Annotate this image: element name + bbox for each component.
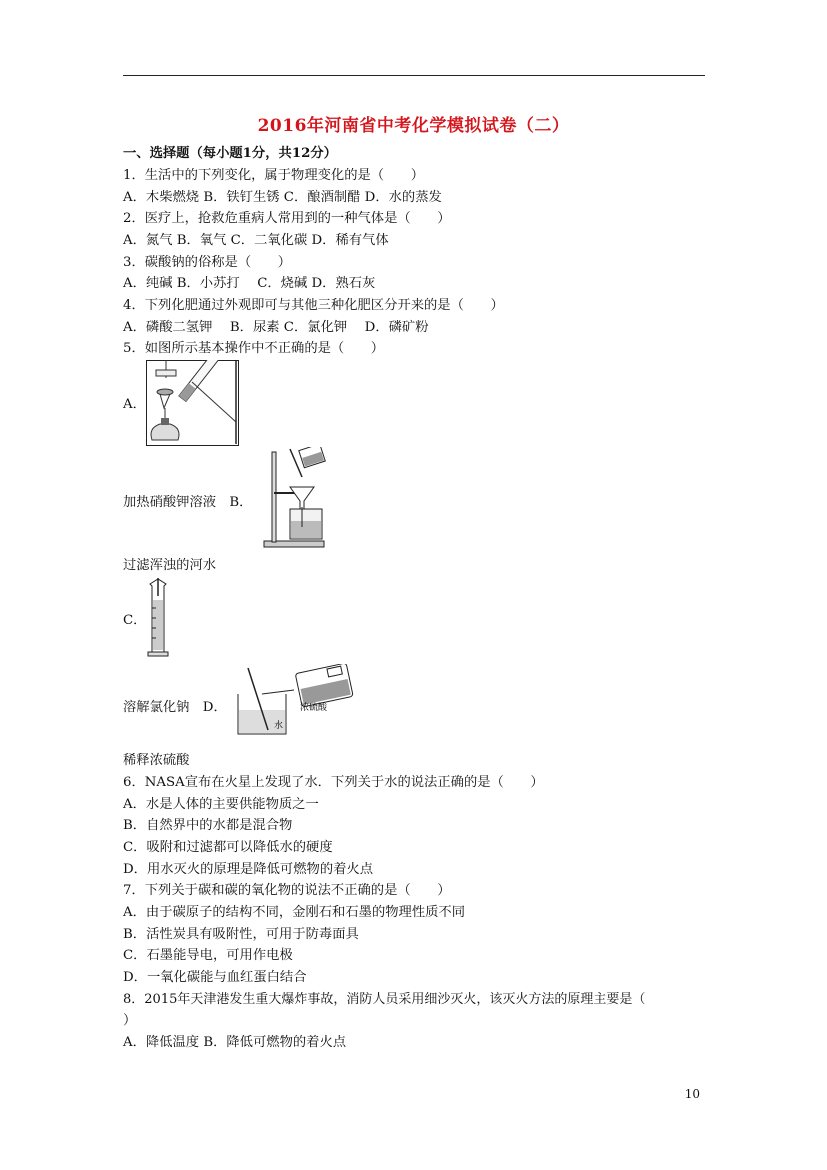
graduated-cylinder-figure: [146, 578, 176, 660]
question-2: 2．医疗上，抢救危重病人常用到的一种气体是（ ）: [123, 211, 451, 226]
question-5: 5．如图所示基本操作中不正确的是（ ）: [123, 341, 385, 356]
water-label: 水: [274, 720, 284, 730]
header-rule: [123, 75, 705, 76]
question-3-options: A．纯碱 B．小苏打 C．烧碱 D．熟石灰: [123, 276, 376, 291]
diluting-acid-figure: [234, 664, 356, 738]
question-1: 1．生活中的下列变化，属于物理变化的是（ ）: [123, 168, 424, 183]
section-heading: 一、选择题（每小题1分，共12分）: [123, 146, 337, 161]
question-5-option-a-caption: 加热硝酸钾溶液 B．: [123, 495, 253, 510]
heating-test-tube-figure: [146, 360, 240, 446]
question-8-options: A．降低温度 B．降低可燃物的着火点: [123, 1035, 347, 1050]
concentrated-acid-label: 浓硫酸: [300, 702, 328, 712]
question-7-option-c: C．石墨能导电，可用作电极: [123, 948, 293, 963]
question-8-continuation: ）: [123, 1013, 137, 1028]
question-5-option-d-caption: 稀释浓硫酸: [123, 753, 190, 768]
page-number: 10: [684, 1087, 700, 1101]
question-4-options: A．磷酸二氢钾 B．尿素 C．氯化钾 D．磷矿粉: [123, 320, 429, 335]
question-5-option-c-caption: 溶解氯化钠 D．: [123, 700, 227, 715]
filtration-figure: [262, 447, 334, 549]
question-5-option-c-label: C．: [123, 613, 147, 628]
question-7-option-b: B．活性炭具有吸附性，可用于防毒面具: [123, 927, 359, 942]
question-6-option-d: D．用水灭火的原理是降低可燃物的着火点: [123, 862, 374, 877]
question-6-option-c: C．吸附和过滤都可以降低水的硬度: [123, 840, 333, 855]
question-6: 6．NASA宣布在火星上发现了水．下列关于水的说法正确的是（ ）: [123, 775, 544, 790]
question-7-option-a: A．由于碳原子的结构不同，金刚石和石墨的物理性质不同: [123, 905, 466, 920]
question-4: 4．下列化肥通过外观即可与其他三种化肥区分开来的是（ ）: [123, 298, 504, 313]
question-6-option-b: B．自然界中的水都是混合物: [123, 818, 293, 833]
question-3: 3．碳酸钠的俗称是（ ）: [123, 255, 292, 270]
question-8: 8．2015年天津港发生重大爆炸事故，消防人员采用细沙灭火，该灭火方法的原理主要是（: [123, 992, 646, 1007]
question-5-option-a-label: A．: [123, 397, 146, 412]
question-1-options: A．木柴燃烧 B．铁钉生锈 C．酿酒制醋 D．水的蒸发: [123, 190, 442, 205]
question-5-option-b-caption: 过滤浑浊的河水: [123, 558, 217, 573]
question-7: 7．下列关于碳和碳的氧化物的说法不正确的是（ ）: [123, 883, 451, 898]
question-7-option-d: D．一氧化碳能与血红蛋白结合: [123, 970, 307, 985]
page-title: 2016年河南省中考化学模拟试卷（二）: [257, 116, 570, 136]
question-2-options: A．氮气 B．氧气 C．二氧化碳 D．稀有气体: [123, 233, 389, 248]
question-6-option-a: A．水是人体的主要供能物质之一: [123, 797, 319, 812]
